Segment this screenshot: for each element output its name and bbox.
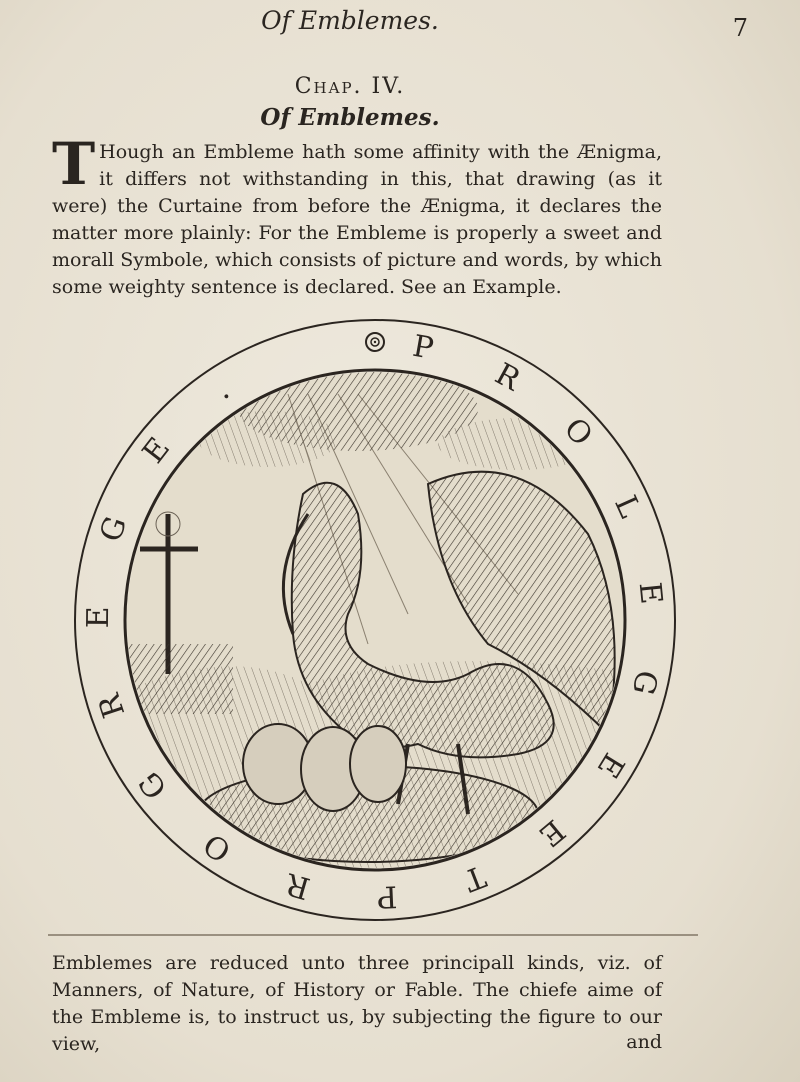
drop-cap: T bbox=[52, 130, 96, 198]
motto-letter: G bbox=[93, 512, 135, 547]
motto-letter: E bbox=[631, 580, 669, 606]
intro-paragraph bbox=[52, 130, 662, 301]
intro-text: Hough an Embleme hath some affinity with the Ænigma, it differs not withstanding in this, that drawing (as it were) the Curtaine from before the Ænigma, it declares the matter more plainly: For the Embleme is properly a sweet and morall Symbole, which consists of picture and words, by which some weighty sentence is declared. See an Example. bbox=[52, 141, 662, 298]
emblem-illustration bbox=[48, 314, 698, 934]
motto-letter: . bbox=[208, 372, 236, 407]
motto-letter: O bbox=[197, 825, 238, 869]
motto-letter: L bbox=[607, 490, 648, 524]
motto-letter: P bbox=[376, 878, 398, 915]
motto-letter: O bbox=[556, 411, 600, 454]
chapter-heading: Chap. IV. bbox=[294, 74, 406, 99]
motto-letter: R bbox=[489, 356, 526, 399]
body-paragraph: Emblemes are reduced unto three principall kinds, viz. of Manners, of Nature, of History or Fable. The chiefe aime of the Embleme is, to instruct us, by subjecting the figure to our view, bbox=[52, 952, 662, 1055]
bullseye-ornament bbox=[366, 333, 384, 351]
motto-letter: G bbox=[624, 666, 665, 699]
motto-letter: R bbox=[91, 689, 133, 722]
motto-letter: E bbox=[589, 746, 632, 784]
motto-letter: E bbox=[80, 606, 117, 629]
running-head: Of Emblemes. bbox=[261, 6, 439, 35]
motto-letter: P bbox=[410, 328, 437, 367]
emblem-plate bbox=[48, 314, 698, 936]
page-number: 7 bbox=[732, 14, 748, 42]
motto-letter: E bbox=[135, 431, 177, 470]
chapter-title: Of Emblemes. bbox=[260, 104, 440, 131]
motto-letter: E bbox=[532, 812, 572, 854]
motto-letter: G bbox=[132, 765, 175, 806]
catchword: and bbox=[626, 1031, 662, 1053]
motto-letter: T bbox=[458, 857, 491, 898]
engraved-scene bbox=[118, 364, 638, 884]
motto-letter: R bbox=[282, 865, 314, 906]
